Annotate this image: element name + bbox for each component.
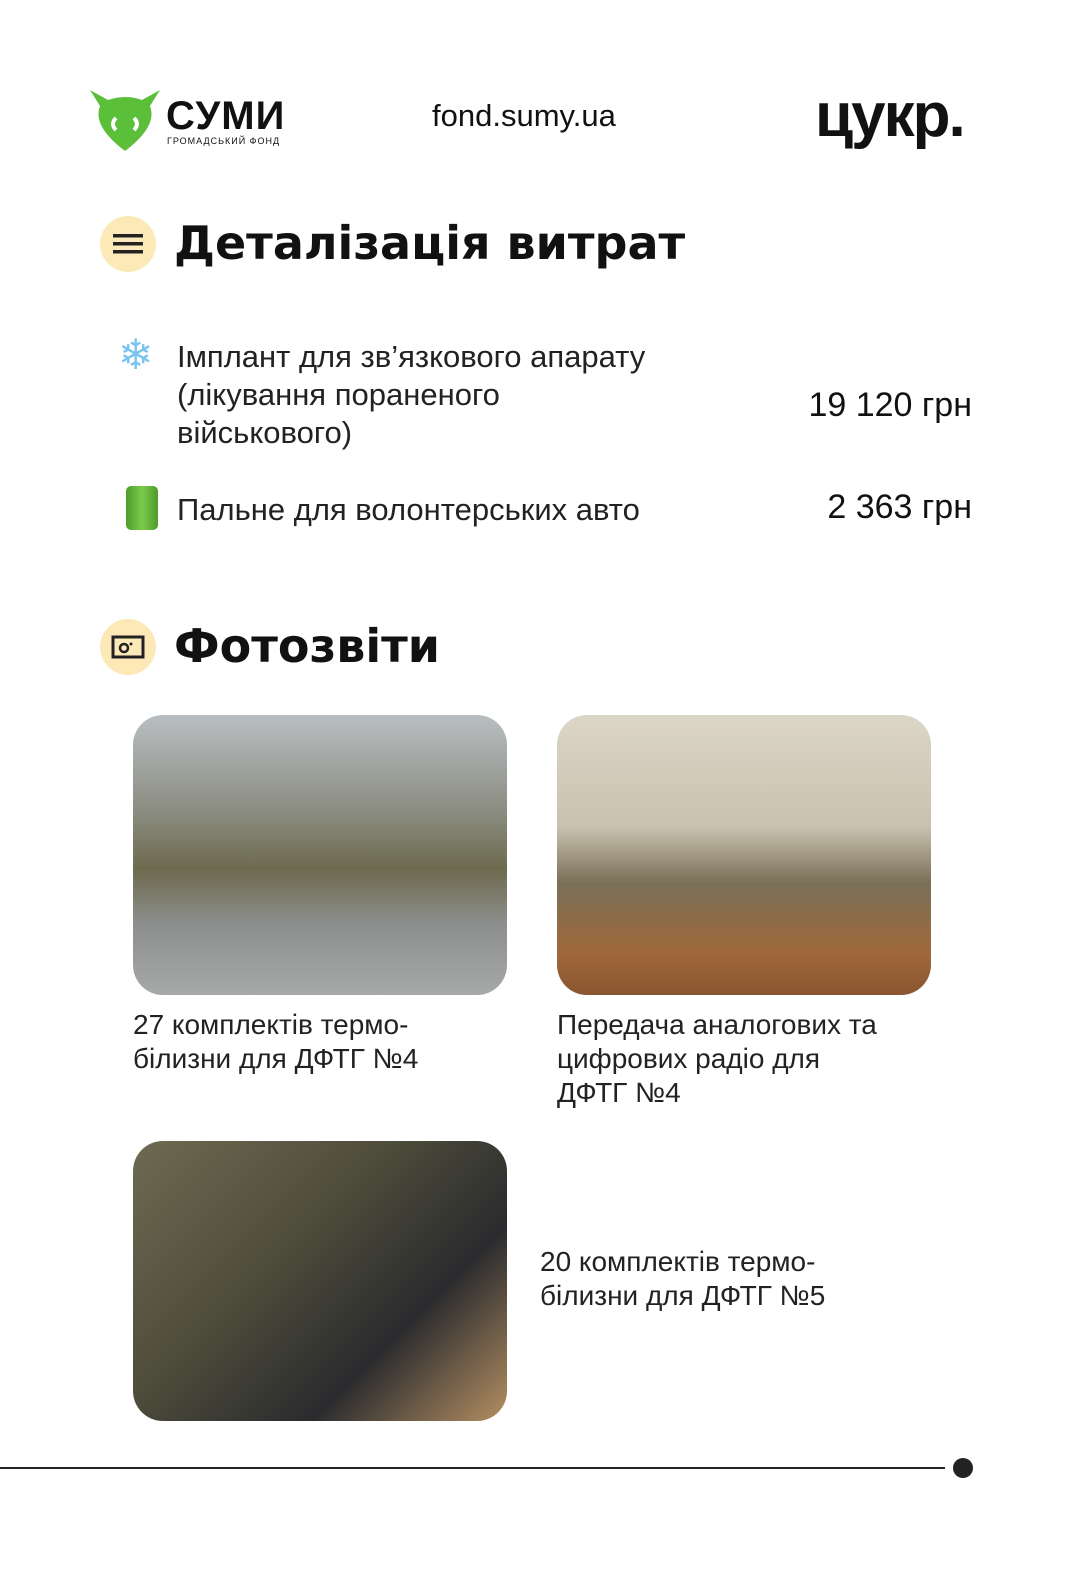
line: білизни для ДФТГ №5 [540,1280,826,1311]
partner-logo: цукр. [815,81,964,150]
sumy-logo-icon [88,88,162,156]
photo-thermal-underwear-dftg4[interactable] [133,715,507,995]
photo-thermal-underwear-dftg5[interactable] [133,1141,507,1421]
line: (лікування пораненого [177,377,500,412]
expense-item-description: Пальне для волонтерських авто [177,492,640,527]
photos-title: Фотозвіти [174,619,440,673]
battery-icon [126,486,158,530]
line: Імплант для зв’язкового апарату [177,339,646,374]
photo-caption [540,1245,825,1313]
website-link[interactable]: fond.sumy.ua [432,98,616,133]
photo-icon [100,619,156,675]
line: Передача аналогових та [557,1009,877,1040]
logo-subtitle: ГРОМАДСЬКИЙ ФОНД [167,136,281,146]
footer-divider [0,1467,945,1469]
logo-name: СУМИ [166,94,286,138]
line: білизни для ДФТГ №4 [133,1043,419,1074]
photo-caption [557,1008,877,1110]
line: ДФТГ №4 [557,1077,681,1108]
line: 27 комплектів термо- [133,1009,409,1040]
list-icon [100,216,156,272]
expense-item-description [177,338,645,452]
photo-radios-dftg4[interactable] [557,715,931,995]
footer-dot [953,1458,973,1478]
expenses-title: Деталізація витрат [174,216,686,270]
line: цифрових радіо для [557,1043,821,1074]
expense-amount: 2 363 грн [827,488,972,526]
line: 20 комплектів термо- [540,1246,816,1277]
expense-amount: 19 120 грн [808,386,972,424]
snowflake-icon: ❄ [118,330,154,379]
line: військового) [177,415,353,450]
photo-caption [133,1008,418,1076]
